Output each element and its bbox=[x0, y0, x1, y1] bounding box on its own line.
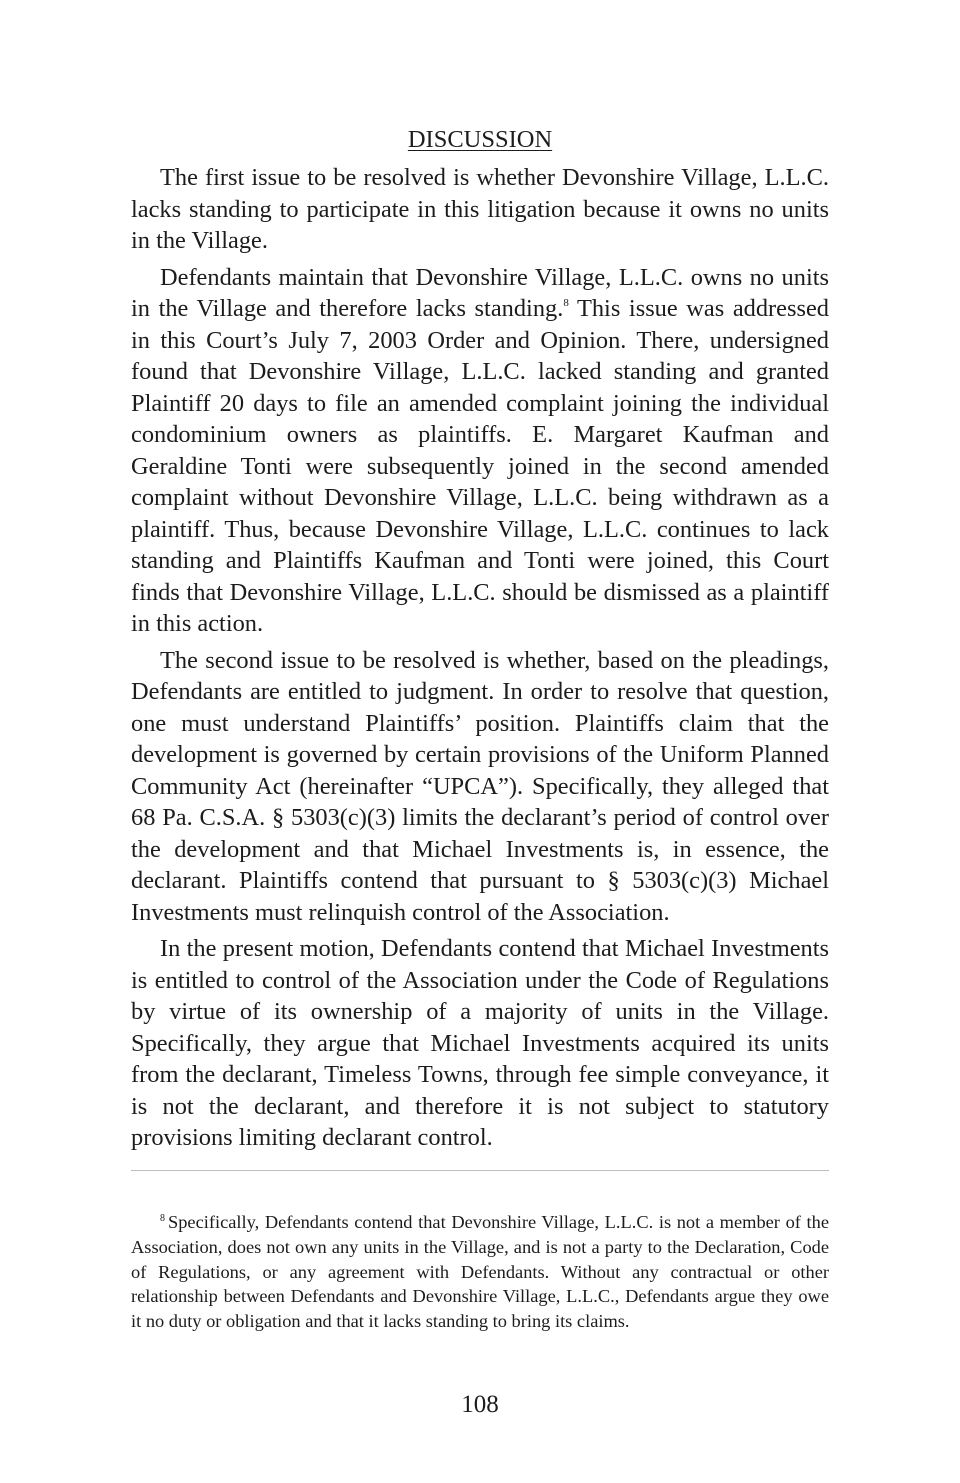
paragraph-2-part-2: This issue was addressed in this Court’s July 7, 2003 Order and Opinion. There, undersigned found that Devonshire Village, L.L.C. lacked standing and granted Plaintiff 20 days to file an amended complaint joining the individual condominium owners as plaintiffs. E. Margaret Kaufman and Geraldine Tonti were subsequently joined in the second amended complaint without Devonshire Village, L.L.C. being withdrawn as a plaintiff. Thus, because Devonshire Village, L.L.C. continues to lack standing and Plaintiffs Kaufman and Tonti were joined, this Court finds that Devonshire Village, L.L.C. should be dismissed as a plaintiff in this action. bbox=[131, 295, 829, 637]
paragraph-3: The second issue to be resolved is whether, based on the pleadings, Defendants are entitled to judgment. In order to resolve that question, one must understand Plaintiffs’ position. Plaintiffs claim that the development is governed by certain provisions of the Uniform Planned Community Act (hereinafter “UPCA”). Specifically, they alleged that 68 Pa. C.S.A. § 5303(c)(3) limits the declarant’s period of control over the development and that Michael Investments is, in essence, the declarant. Plaintiffs contend that pursuant to § 5303(c)(3) Michael Investments must relinquish control of the Association. bbox=[131, 646, 829, 926]
section-heading: DISCUSSION bbox=[407, 126, 553, 153]
paragraph-4: In the present motion, Defendants contend that Michael Investments is entitled to control of the Association under the Code of Regulations by virtue of its ownership of a majority of units in the Village. Specifically, they argue that Michael Investments acquired its units from the declarant, Timeless Towns, through fee simple conveyance, it is not the declarant, and therefore it is not subject to statutory provisions limiting declarant control. bbox=[131, 935, 829, 1151]
footnote-reference-8: 8 bbox=[563, 297, 569, 309]
footnote-marker: 8 bbox=[160, 1213, 165, 1224]
paragraph-2 bbox=[131, 262, 829, 640]
page-number: 108 bbox=[461, 1391, 499, 1418]
footnote-divider bbox=[131, 1170, 829, 1171]
footnote bbox=[131, 1210, 829, 1334]
paragraph-2-part-1: Defendants maintain that Devonshire Village, L.L.C. owns no units in the Village and therefore lacks standing. bbox=[131, 263, 829, 322]
page-body bbox=[131, 118, 829, 1171]
footnote-text: Specifically, Defendants contend that Devonshire Village, L.L.C. is not a member of the Association, does not own any units in the Village, and is not a party to the Declaration, Code of Regulations, or any agreement with Defendants. Without any contractual or other relationship between Defendants and Devonshire Village, L.L.C., Defendants argue they owe it no duty or obligation and that it lacks standing to bring its claims. bbox=[131, 1212, 829, 1332]
paragraph-1: The first issue to be resolved is whether Devonshire Village, L.L.C. lacks standing to participate in this litigation because it owns no units in the Village. bbox=[131, 164, 829, 254]
